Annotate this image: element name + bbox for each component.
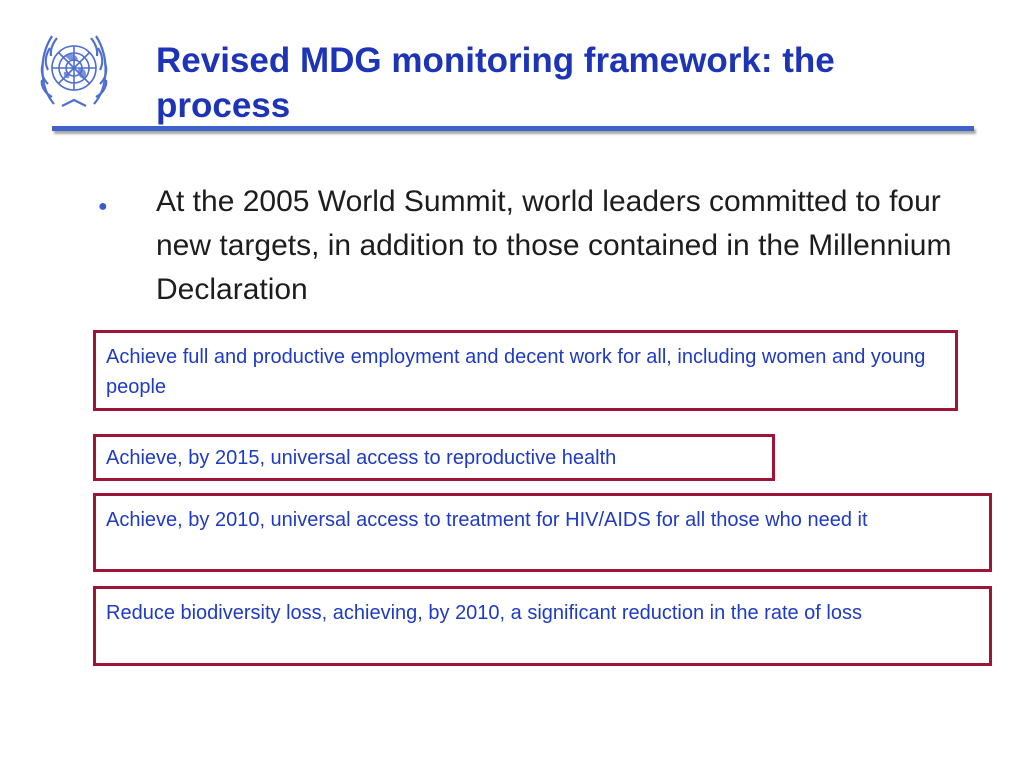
target-box-reproductive-health: Achieve, by 2015, universal access to reproductive health xyxy=(93,434,775,481)
title-divider xyxy=(52,126,974,131)
un-emblem-icon xyxy=(34,14,114,122)
bullet-dot-icon: ● xyxy=(98,198,108,215)
target-box-hiv-aids: Achieve, by 2010, universal access to treatment for HIV/AIDS for all those who need it xyxy=(93,493,992,572)
slide-title: Revised MDG monitoring framework: the process xyxy=(156,41,835,125)
target-box-biodiversity: Reduce biodiversity loss, achieving, by 2010, a significant reduction in the rate of loss xyxy=(93,586,992,666)
bullet-text: At the 2005 World Summit, world leaders committed to four new targets, in addition to those contained in the Millennium Declaration xyxy=(156,185,952,306)
target-box-employment: Achieve full and productive employment and decent work for all, including women and young people xyxy=(93,330,958,411)
